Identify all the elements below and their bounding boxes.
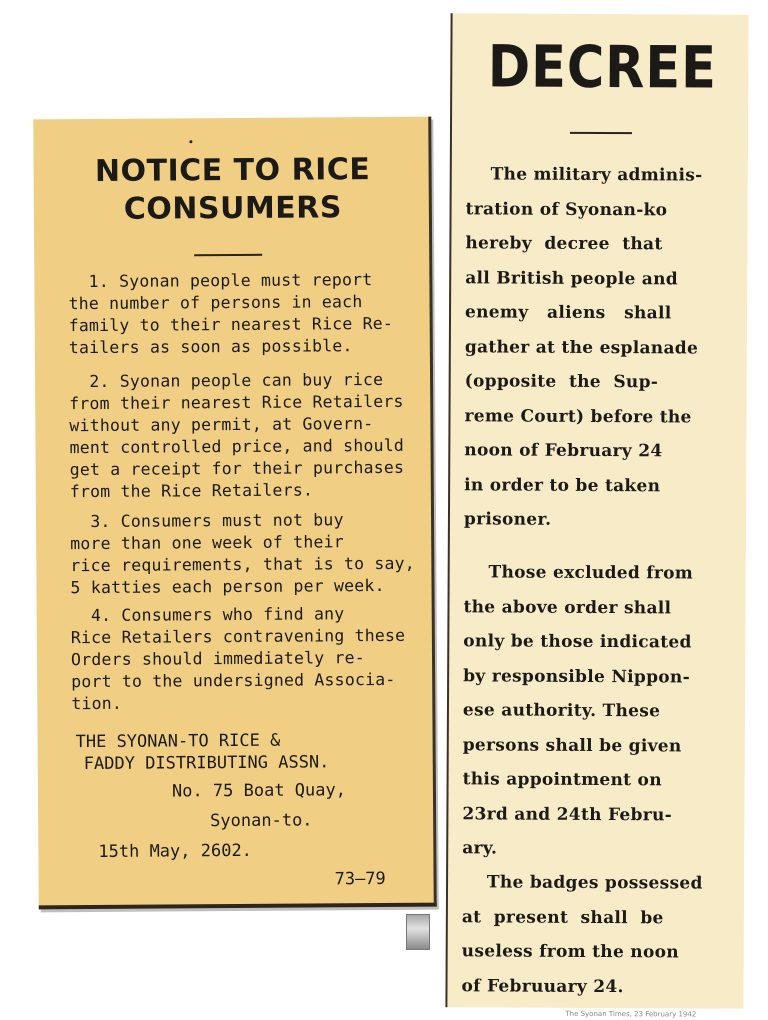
- notice-title-line-1: NOTICE TO RICE: [94, 152, 371, 189]
- paper-fragment: [406, 914, 430, 950]
- decree-clipping: [445, 13, 748, 1019]
- notice-address-line-1: No. 75 Boat Quay,: [171, 780, 347, 802]
- notice-title-divider: [194, 254, 262, 256]
- notice-address-line-2: Syonan-to.: [210, 810, 313, 832]
- notice-paragraph-4: 4. Consumers who find any Rice Retailers contravening these Orders should immediately re- port to the undersigned Associa- tion.: [70, 604, 406, 714]
- notice-title: [33, 151, 432, 230]
- rice-notice-clipping: [33, 117, 437, 910]
- notice-paragraph-1: 1. Syonan people must report the number of persons in each family to their nearest Rice Re- tailers as soon as possible.: [68, 270, 394, 358]
- decree-paragraph-2: Those excluded from the above order shall only be those indicated by responsible Nippon- ese authority. These persons shall be given this appointment on 23rd and 24th Febru- ary.: [462, 562, 694, 859]
- decree-paragraph-1: The military adminis- tration of Syonan-ko hereby decree that all British people and enemy aliens shall gather at the esplanade (opposite the Sup- reme Court) before the noon of February 24 in order to be taken prisoner.: [463, 164, 703, 530]
- ink-dot: [189, 140, 192, 143]
- notice-reference-number: 73—79: [334, 868, 386, 890]
- decree-paragraph-3: The badges possessed at present shall be useless from the noon of Februuary 24.: [461, 872, 703, 997]
- notice-signature-org-line-2: FADDY DISTRIBUTING ASSN.: [83, 752, 330, 775]
- notice-date: 15th May, 2602.: [98, 840, 252, 862]
- decree-source-caption: The Syonan Times, 23 February 1942: [565, 1009, 697, 1019]
- notice-title-line-2: CONSUMERS: [123, 190, 343, 227]
- decree-title: DECREE: [487, 32, 717, 102]
- notice-signature-org-line-1: THE SYONAN-TO RICE &: [75, 730, 281, 753]
- notice-paragraph-2: 2. Syonan people can buy rice from their nearest Rice Retailers without any permit, at Govern- ment controlled price, and should get a receipt for their purchases from the Rice Retailers.: [69, 369, 405, 502]
- decree-title-divider: [570, 132, 632, 134]
- notice-paragraph-3: 3. Consumers must not buy more than one week of their rice requirements, that is to say, 5 katties each person per week.: [69, 510, 415, 598]
